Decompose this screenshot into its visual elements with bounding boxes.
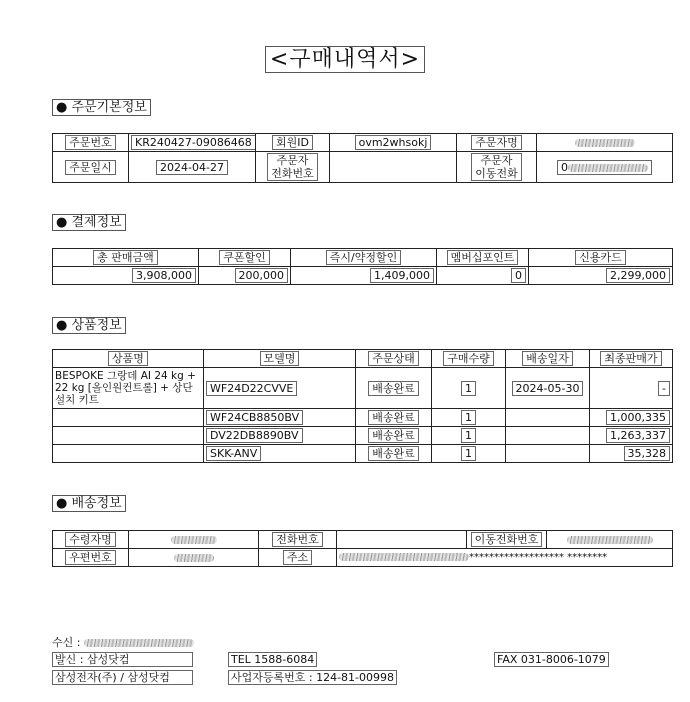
phone-label: 전화번호: [272, 532, 323, 547]
product-name: BESPOKE 그랑데 AI 24 kg + 22 kg [올인원컨트롤] + 상단 설치 키트: [53, 368, 204, 409]
table-row: [53, 249, 673, 267]
redacted-receiver: [171, 536, 217, 544]
order-info-table: [52, 133, 673, 183]
delivery-date: [506, 445, 590, 463]
section-delivery-heading: ● 배송정보: [52, 492, 126, 511]
product-header: 모델명: [260, 351, 300, 366]
product-header: 배송일자: [522, 351, 573, 366]
table-row: [53, 531, 673, 549]
table-row: [53, 368, 673, 409]
final-price: 1,263,337: [606, 428, 670, 443]
section-payment-heading: ● 결제정보: [52, 211, 126, 230]
payment-value: 0: [511, 268, 526, 283]
order-date-value: 2024-04-27: [156, 160, 228, 175]
model-name: DV22DB8890BV: [206, 428, 303, 443]
final-price: -: [658, 381, 670, 396]
product-name: [53, 427, 204, 445]
redacted-mobile: [567, 536, 653, 544]
redacted-recipient: [84, 639, 194, 647]
payment-value: 3,908,000: [132, 268, 196, 283]
orderer-mobile-label: 주문자 이동전화: [471, 153, 522, 181]
redacted-zip: [174, 554, 214, 562]
product-header: 상품명: [108, 351, 148, 366]
final-price: 35,328: [624, 446, 671, 461]
table-row: [53, 350, 673, 368]
payment-value: 200,000: [235, 268, 289, 283]
order-no-value: KR240427-09086468: [131, 135, 256, 150]
footer-to-label: 수신 :: [52, 636, 81, 649]
address-label: 주소: [283, 550, 312, 565]
product-header: 구매수량: [443, 351, 494, 366]
section-order-heading: ● 주문기본정보: [52, 96, 151, 115]
table-row: [53, 409, 673, 427]
payment-header: 멤버십포인트: [447, 250, 519, 265]
quantity: 1: [461, 446, 476, 461]
orderer-label: 주문자명: [471, 135, 522, 150]
footer-to: [52, 634, 194, 650]
mobile-partial: 0: [561, 160, 568, 174]
footer-biz-no: 사업자등록번호 : 124-81-00998: [228, 670, 397, 685]
table-row: [53, 152, 673, 183]
quantity: 1: [461, 381, 476, 396]
zip-label: 우편번호: [65, 550, 116, 565]
payment-header: 신용카드: [575, 250, 626, 265]
order-status: 배송완료: [368, 428, 419, 443]
delivery-date: 2024-05-30: [512, 381, 584, 396]
model-name: WF24CB8850BV: [206, 410, 303, 425]
product-header: 최종판매가: [600, 351, 661, 366]
table-row: [53, 134, 673, 152]
orderer-mobile-value: [557, 160, 652, 175]
payment-table: [52, 248, 673, 285]
footer-fax: FAX 031-8006-1079: [494, 652, 609, 667]
delivery-date: [506, 409, 590, 427]
receiver-label: 수령자명: [65, 532, 116, 547]
product-header: 주문상태: [368, 351, 419, 366]
product-table: [52, 349, 673, 463]
mobile-label: 이동전화번호: [471, 532, 543, 547]
payment-header: 쿠폰할인: [219, 250, 270, 265]
order-status: 배송완료: [368, 381, 419, 396]
redacted-address: [339, 553, 469, 561]
member-id-label: 회원ID: [272, 135, 313, 150]
product-name: [53, 409, 204, 427]
section-product-heading: ● 상품정보: [52, 314, 126, 333]
model-name: WF24D22CVVE: [206, 381, 297, 396]
address-masked: ******************* ********: [469, 552, 608, 563]
footer-from: 발신 : 삼성닷컴: [52, 652, 193, 667]
payment-value: 1,409,000: [370, 268, 434, 283]
document-title: <구매내역서>: [0, 42, 690, 73]
footer-tel: TEL 1588-6084: [228, 652, 317, 667]
quantity: 1: [461, 428, 476, 443]
order-status: 배송완료: [368, 410, 419, 425]
final-price: 1,000,335: [606, 410, 670, 425]
delivery-date: [506, 427, 590, 445]
quantity: 1: [461, 410, 476, 425]
table-row: [53, 445, 673, 463]
table-row: [53, 267, 673, 285]
order-no-label: 주문번호: [65, 135, 116, 150]
member-id-value: ovm2whsokj: [355, 135, 432, 150]
redacted-mobile: [568, 164, 648, 172]
product-name: [53, 445, 204, 463]
redacted-orderer-name: [575, 139, 635, 147]
payment-header: 총 판매금액: [93, 250, 158, 265]
table-row: [53, 549, 673, 567]
order-status: 배송완료: [368, 446, 419, 461]
orderer-phone-label: 주문자 전화번호: [267, 153, 318, 181]
model-name: SKK-ANV: [206, 446, 261, 461]
payment-header: 즉시/약정할인: [326, 250, 401, 265]
table-row: [53, 427, 673, 445]
footer-company: 삼성전자(주) / 삼성닷컴: [52, 670, 193, 685]
payment-value: 2,299,000: [606, 268, 670, 283]
delivery-table: [52, 530, 673, 567]
order-date-label: 주문일시: [65, 160, 116, 175]
